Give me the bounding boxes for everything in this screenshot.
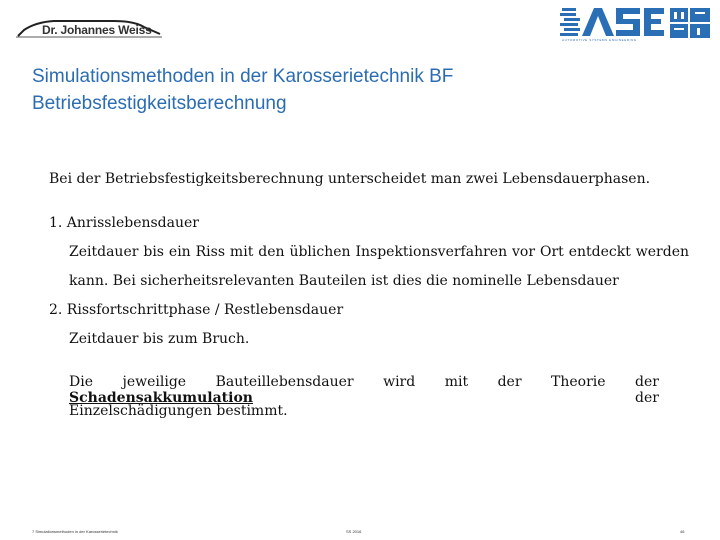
- item-2-title: 2. Rissfortschrittphase / Restlebensdauer: [49, 302, 344, 318]
- item-2-line-1: Zeitdauer bis zum Bruch.: [69, 331, 250, 347]
- title-line-1: Simulationsmethoden in der Karosserietechnik BF: [32, 66, 454, 87]
- slide-title: [32, 63, 453, 117]
- conclusion-post: der: [252, 390, 659, 406]
- dr-johannes-weiss-logo: [14, 12, 164, 42]
- ase-logo-graphic: [560, 6, 712, 38]
- footer-left: 7 Simulationsmethoden in der Karosserietechnik: [32, 529, 118, 534]
- intro-text: Bei der Betriebsfestigkeitsberechnung unterscheidet man zwei Lebensdauerphasen.: [49, 171, 651, 187]
- footer-center: SS 2016: [346, 529, 362, 534]
- item-1-title: 1. Anrisslebensdauer: [49, 215, 199, 231]
- item-1-line-1: Zeitdauer bis ein Riss mit den üblichen Inspektionsverfahren vor Ort entdeckt werden: [69, 244, 689, 260]
- title-line-2: Betriebsfestigkeitsberechnung: [32, 93, 287, 114]
- schadensakkumulation-term: Schadensakkumulation: [69, 390, 253, 406]
- ase-logo: [560, 6, 712, 44]
- footer-page-number: 46: [680, 529, 685, 534]
- conclusion-line-2: Einzelschädigungen bestimmt.: [69, 403, 288, 419]
- logo-left-text: Dr. Johannes Weiss: [42, 23, 152, 37]
- ase-logo-subtext: AUTOMOTIVE SYSTEMS ENGINEERING: [562, 38, 637, 42]
- conclusion-line-1: [69, 374, 659, 406]
- item-1-line-2: kann. Bei sicherheitsrelevanten Bauteilen ist dies die nominelle Lebensdauer: [69, 273, 619, 289]
- conclusion-pre: Die jeweilige Bauteillebensdauer wird mit der Theorie der: [69, 374, 659, 390]
